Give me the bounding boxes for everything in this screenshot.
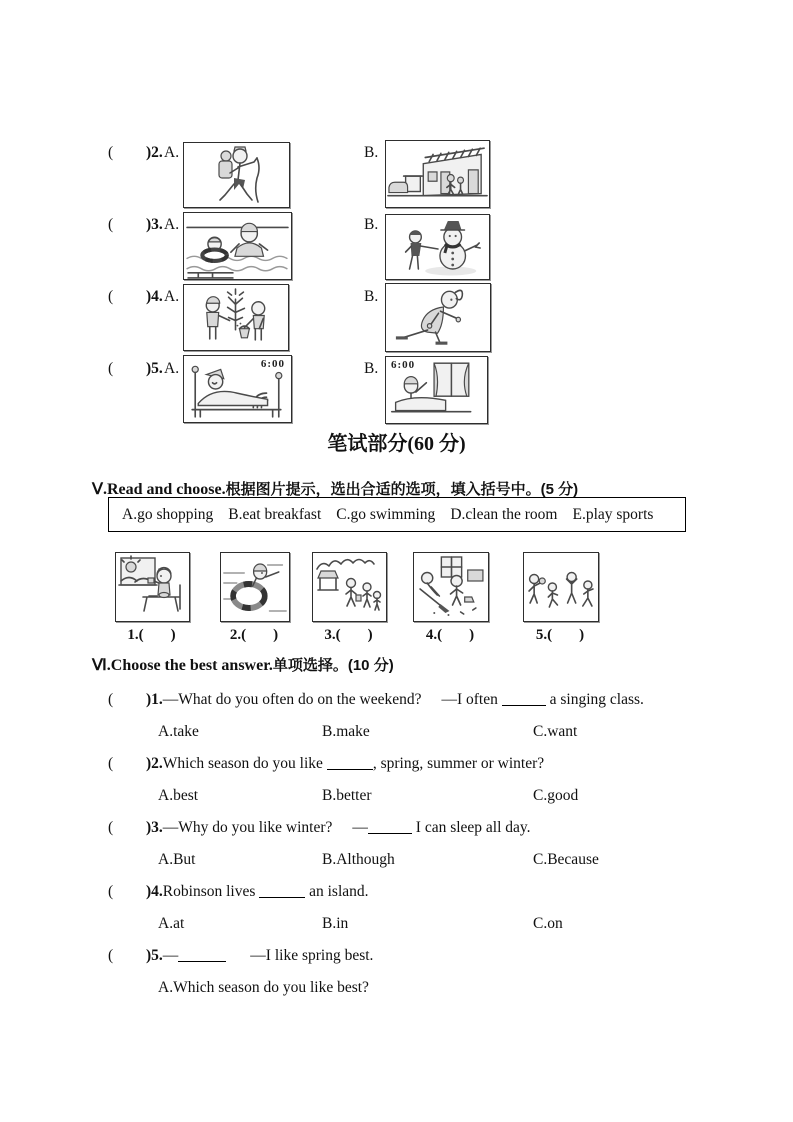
option-b: B.eat breakfast — [228, 505, 322, 523]
choice-a-label: A. — [164, 144, 180, 161]
picture-label-close: ) — [579, 627, 585, 643]
question-number: )3. — [146, 216, 163, 233]
picture-label-open: 4.( — [425, 627, 443, 643]
question-text: an island. — [309, 883, 369, 900]
option-a: A.go shopping — [122, 505, 214, 523]
answer-blank — [327, 756, 373, 770]
picture-3b — [385, 214, 490, 280]
option-c: C.on — [533, 915, 563, 932]
choice-b-label: B. — [364, 144, 379, 161]
question-text: Robinson lives — [162, 883, 256, 900]
question-number: )1. — [146, 691, 163, 708]
question-3-options — [108, 851, 748, 871]
answer-paren-open: ( — [108, 144, 114, 161]
question-text: —What do you often do on the weekend? — [162, 691, 422, 708]
picture-5a — [183, 355, 292, 423]
option-b: B.in — [322, 915, 349, 932]
picture-4-answer — [409, 627, 491, 644]
answer-paren-open: ( — [108, 288, 114, 305]
picture-v3 — [312, 552, 387, 622]
picture-2-answer — [216, 627, 292, 644]
answer-blank — [178, 948, 226, 962]
option-a: A.But — [158, 851, 196, 868]
answer-paren-open: ( — [108, 216, 114, 233]
question-4-options — [108, 915, 748, 935]
choice-a-label: A. — [164, 360, 180, 377]
question-text: —I often — [441, 691, 498, 708]
answer-blank — [259, 884, 305, 898]
question-number: )5. — [146, 360, 163, 377]
picture-v1 — [115, 552, 190, 622]
option-a: A.take — [158, 723, 199, 740]
answer-blank — [368, 820, 412, 834]
question-2 — [108, 755, 544, 773]
picture-4a — [183, 284, 289, 351]
question-number: )4. — [146, 288, 163, 305]
question-1-options — [108, 723, 748, 743]
option-a: A.best — [158, 787, 199, 804]
option-b: B.make — [322, 723, 370, 740]
picture-3-answer — [308, 627, 389, 644]
option-e: E.play sports — [572, 505, 654, 523]
question-text: , spring, summer or winter? — [372, 755, 545, 772]
eat-breakfast-illustration — [116, 553, 189, 621]
question-text: a singing class. — [549, 691, 644, 708]
option-c: C.good — [533, 787, 579, 804]
picture-2a — [183, 142, 290, 208]
picture-label-close: ) — [273, 627, 279, 643]
question-text: —Why do you like winter? — [162, 819, 333, 836]
swimming-illustration — [184, 213, 291, 279]
answer-paren: ( — [108, 755, 114, 772]
clock-label: 6:00 — [260, 358, 285, 370]
tree-planting-illustration — [184, 285, 288, 350]
option-d: D.clean the room — [450, 505, 558, 523]
question-1 — [108, 691, 644, 709]
play-sports-illustration — [524, 553, 598, 621]
answer-paren: ( — [108, 691, 114, 708]
question-number: )2. — [146, 144, 163, 161]
question-text: Which season do you like — [162, 755, 323, 772]
picture-1-answer — [111, 627, 192, 644]
question-text: — — [352, 819, 368, 836]
hiker-illustration — [184, 143, 289, 207]
choice-a-label: A. — [164, 288, 180, 305]
picture-v5 — [523, 552, 599, 622]
question-2-options — [108, 787, 748, 807]
answer-paren: ( — [108, 883, 114, 900]
picture-3a — [183, 212, 292, 280]
section5-heading-zh: 根据图片提示，选出合适的选项，填入括号中。(5 分) — [225, 481, 579, 498]
section6-heading-zh: 单项选择。(10 分) — [272, 657, 394, 674]
picture-label-open: 5.( — [535, 627, 553, 643]
picture-label-close: ) — [170, 627, 176, 643]
option-c: C.Because — [533, 851, 599, 868]
question-number: )4. — [146, 883, 163, 900]
question-number: )3. — [146, 819, 163, 836]
section6-heading — [92, 654, 394, 675]
question-3 — [108, 819, 531, 837]
picture-label-open: 1.( — [127, 627, 144, 643]
answer-blank — [502, 692, 546, 706]
picture-4b — [385, 283, 491, 352]
choice-b-label: B. — [364, 360, 379, 377]
question-4 — [108, 883, 369, 901]
picture-5-answer — [519, 627, 601, 644]
option-c: C.want — [533, 723, 578, 740]
option-c: C.go swimming — [336, 505, 436, 523]
answer-paren: ( — [108, 947, 114, 964]
swim-ring-illustration — [221, 553, 289, 621]
picture-label-close: ) — [367, 627, 373, 643]
picture-v2 — [220, 552, 290, 622]
question-text: I can sleep all day. — [415, 819, 531, 836]
question-5-options — [108, 979, 748, 999]
section5-heading — [92, 478, 578, 499]
choice-a-label: A. — [164, 216, 180, 233]
options-box — [108, 497, 686, 532]
picture-2b — [385, 140, 490, 208]
option-b: B.better — [322, 787, 372, 804]
clock-label: 6:00 — [391, 359, 416, 371]
answer-paren: ( — [108, 819, 114, 836]
picture-5b — [385, 356, 488, 424]
street-shops-illustration — [386, 141, 489, 207]
question-5 — [108, 947, 373, 965]
ice-skating-illustration — [386, 284, 490, 351]
written-test-title: 笔试部分(60 分) — [327, 433, 466, 455]
picture-label-close: ) — [469, 627, 475, 643]
snowman-illustration — [386, 215, 489, 279]
answer-paren-open: ( — [108, 360, 114, 377]
option-a: A.Which season do you like best? — [158, 979, 369, 996]
picture-v4 — [413, 552, 489, 622]
question-number: )2. — [146, 755, 163, 772]
choice-b-label: B. — [364, 216, 379, 233]
question-number: )5. — [146, 947, 163, 964]
question-text: —I like spring best. — [250, 947, 374, 964]
picture-label-open: 2.( — [229, 627, 247, 643]
option-b: B.Although — [322, 851, 395, 868]
choice-b-label: B. — [364, 288, 379, 305]
picture-label-open: 3.( — [324, 627, 341, 643]
question-text: — — [162, 947, 179, 964]
clean-room-illustration — [414, 553, 488, 621]
option-a: A.at — [158, 915, 185, 932]
section6-heading-en: Ⅵ.Choose the best answer. — [92, 657, 273, 674]
shopping-illustration — [313, 553, 386, 621]
section5-heading-en: Ⅴ.Read and choose. — [92, 481, 226, 498]
